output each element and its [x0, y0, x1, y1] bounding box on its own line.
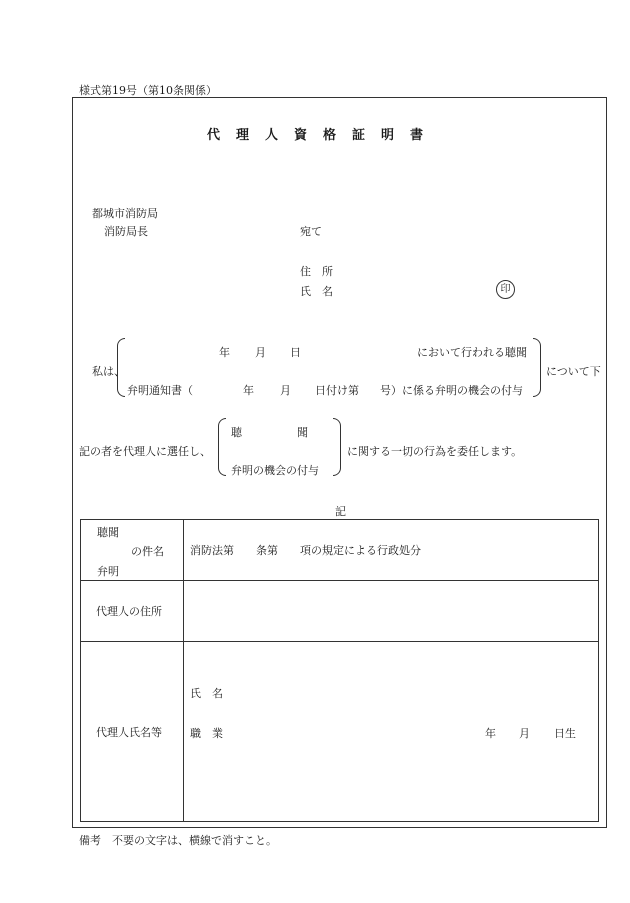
- applicant-name-label: 氏 名: [300, 285, 333, 298]
- seal-text: 印: [500, 284, 511, 295]
- table-row-case: [81, 520, 599, 581]
- birth-day: 日生: [554, 727, 576, 740]
- opt1-year: 年: [219, 346, 230, 359]
- opt1-text: において行われる聴聞: [417, 346, 527, 359]
- delegation-suffix: について下: [546, 365, 601, 378]
- birth-month: 月: [519, 727, 530, 740]
- addressee-honorific: 宛て: [300, 225, 322, 238]
- opt1-month: 月: [255, 346, 266, 359]
- agent-address-label: 代理人の住所: [96, 605, 162, 618]
- agent-name-value-cell: [184, 642, 599, 822]
- right-bracket-1: [533, 338, 541, 397]
- opt2-year: 年: [243, 384, 254, 397]
- right-bracket-2: [333, 418, 341, 476]
- opt2-dated: 日付け第: [315, 384, 359, 397]
- agent-address-label-cell: [81, 581, 184, 642]
- opt2-start: 弁明通知書（: [127, 384, 193, 397]
- seal-mark: [496, 280, 515, 299]
- case-label-bottom: 弁明: [97, 565, 119, 578]
- document-title: 代理人資格証明書: [206, 128, 439, 143]
- left-bracket-2: [218, 418, 226, 476]
- opt2-month: 月: [280, 384, 291, 397]
- case-label-cell: [81, 520, 184, 581]
- addressee-chief: 消防局長: [104, 225, 148, 238]
- choice-defense: 弁明の機会の付与: [231, 464, 319, 477]
- opt1-day: 日: [290, 346, 301, 359]
- applicant-address-label: 住 所: [300, 265, 333, 278]
- occupation-label: 職 業: [190, 727, 223, 740]
- addressee-org: 都城市消防局: [92, 207, 158, 220]
- case-label-top: 聴聞: [97, 526, 119, 539]
- case-value: 消防法第 条第 項の規定による行政処分: [190, 544, 421, 557]
- birth-year: 年: [485, 727, 496, 740]
- table-row-name: [81, 642, 599, 822]
- delegation-prefix: 私は、: [92, 365, 125, 378]
- table-row-address: [81, 581, 599, 642]
- form-number: 様式第19号（第10条関係）: [79, 84, 217, 97]
- agent-name-label-cell: [81, 642, 184, 822]
- details-table: [80, 519, 599, 822]
- agent-address-value-cell: [184, 581, 599, 642]
- name-label: 氏 名: [190, 687, 223, 700]
- case-label-middle: の件名: [131, 545, 164, 558]
- ki-heading: 記: [335, 505, 346, 518]
- choice-hearing: 聴 聞: [231, 426, 308, 439]
- delegation-line2-suffix: に関する一切の行為を委任します。: [347, 445, 523, 458]
- left-bracket-1: [117, 338, 125, 397]
- delegation-line2-prefix: 記の者を代理人に選任し、: [79, 445, 211, 458]
- footnote: 備考 不要の文字は、横線で消すこと。: [79, 834, 277, 847]
- opt2-issue: 号）に係る弁明の機会の付与: [380, 384, 523, 397]
- agent-name-label: 代理人氏名等: [96, 725, 162, 739]
- case-value-cell: [184, 520, 599, 581]
